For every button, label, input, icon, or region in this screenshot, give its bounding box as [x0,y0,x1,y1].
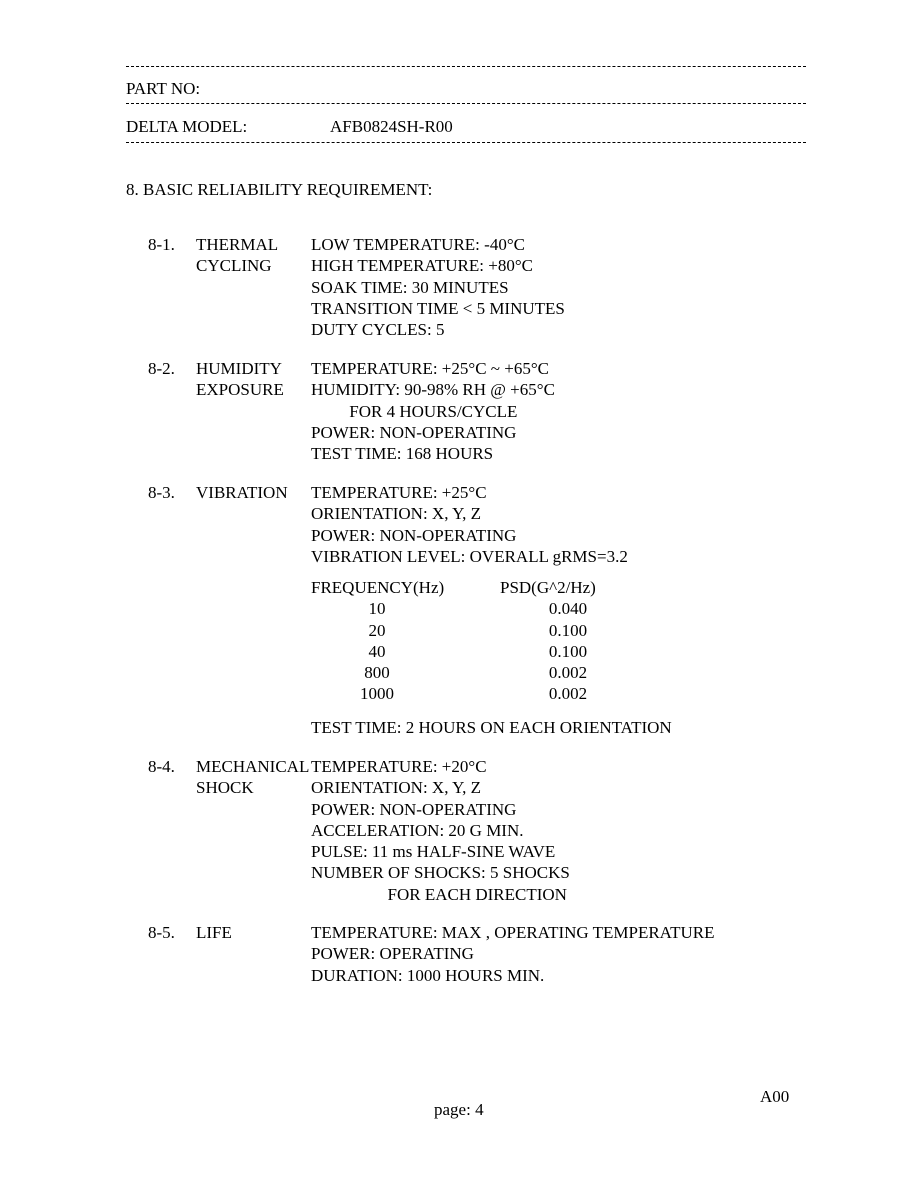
test-name [196,756,309,799]
model-label: DELTA MODEL: [126,117,248,136]
frequency-cell: 20 [368,620,386,640]
test-details [311,756,570,905]
test-name [196,358,284,401]
frequency-cell: 800 [364,663,390,683]
psd-cell: 0.100 [548,641,588,661]
test-number: 8-3. [148,483,175,502]
test-number: 8-1. [148,235,175,254]
section-title: 8. BASIC RELIABILITY REQUIREMENT: [126,180,433,199]
detail-line: POWER: NON-OPERATING [311,525,517,545]
test-details [311,234,565,340]
vibration-test-time: TEST TIME: 2 HOURS ON EACH ORIENTATION [311,718,672,737]
table-row [311,683,641,704]
detail-line: FOR EACH DIRECTION [311,884,567,904]
test-name-line: HUMIDITY [196,359,282,378]
detail-line: HUMIDITY: 90-98% RH @ +65°C [311,380,555,400]
test-name [196,234,278,277]
test-name-line: LIFE [196,923,232,942]
test-name-line: THERMAL [196,235,279,254]
frequency-cell: 10 [368,599,386,619]
detail-line: ORIENTATION: X, Y, Z [311,504,482,524]
psd-cell: 0.002 [548,684,588,704]
divider-middle [126,103,806,104]
part-no-label: PART NO: [126,79,201,98]
detail-line: DUTY CYCLES: 5 [311,320,445,340]
detail-line: PULSE: 11 ms HALF-SINE WAVE [311,842,556,862]
frequency-cell: 1000 [360,684,394,704]
psd-header: PSD(G^2/Hz) [500,578,596,597]
table-row [311,641,641,662]
frequency-cell: 40 [368,641,386,661]
vibration-psd-table [311,577,641,705]
revision-label: A00 [760,1087,790,1106]
detail-line: HIGH TEMPERATURE: +80°C [311,256,533,276]
detail-line: LOW TEMPERATURE: -40°C [311,235,525,254]
frequency-header: FREQUENCY(Hz) [311,578,445,597]
page-number: page: 4 [434,1100,484,1119]
test-name [196,482,288,503]
test-name-line: CYCLING [196,256,272,276]
detail-line: FOR 4 HOURS/CYCLE [311,401,518,421]
test-details [311,482,628,567]
psd-cell: 0.002 [548,663,588,683]
detail-line: TEMPERATURE: +25°C ~ +65°C [311,359,549,378]
psd-cell: 0.100 [548,620,588,640]
detail-line: DURATION: 1000 HOURS MIN. [311,965,545,985]
test-name-line: MECHANICAL [196,757,310,776]
test-name-line: SHOCK [196,778,254,798]
detail-line: TRANSITION TIME < 5 MINUTES [311,298,565,318]
detail-line: NUMBER OF SHOCKS: 5 SHOCKS [311,863,570,883]
detail-line: POWER: OPERATING [311,944,474,964]
test-name-line: EXPOSURE [196,380,284,400]
divider-top [126,66,806,67]
detail-line: POWER: NON-OPERATING [311,422,517,442]
detail-line: POWER: NON-OPERATING [311,799,517,819]
divider-bottom [126,142,806,143]
table-row [311,620,641,641]
model-value: AFB0824SH-R00 [330,117,453,136]
test-details [311,358,555,464]
detail-line: TEMPERATURE: MAX , OPERATING TEMPERATURE [311,923,715,942]
detail-line: ACCELERATION: 20 G MIN. [311,820,524,840]
test-number: 8-5. [148,923,175,942]
test-name-line: VIBRATION [196,483,288,502]
detail-line: VIBRATION LEVEL: OVERALL gRMS=3.2 [311,546,628,566]
psd-cell: 0.040 [548,599,588,619]
test-name [196,922,232,943]
table-row [311,662,641,683]
test-number: 8-4. [148,757,175,776]
detail-line: SOAK TIME: 30 MINUTES [311,277,509,297]
test-details [311,922,714,986]
table-row [311,598,641,619]
detail-line: TEST TIME: 168 HOURS [311,444,494,464]
table-header-row [311,577,641,598]
test-number: 8-2. [148,359,175,378]
detail-line: ORIENTATION: X, Y, Z [311,778,482,798]
detail-line: TEMPERATURE: +25°C [311,483,487,502]
detail-line: TEMPERATURE: +20°C [311,757,487,776]
